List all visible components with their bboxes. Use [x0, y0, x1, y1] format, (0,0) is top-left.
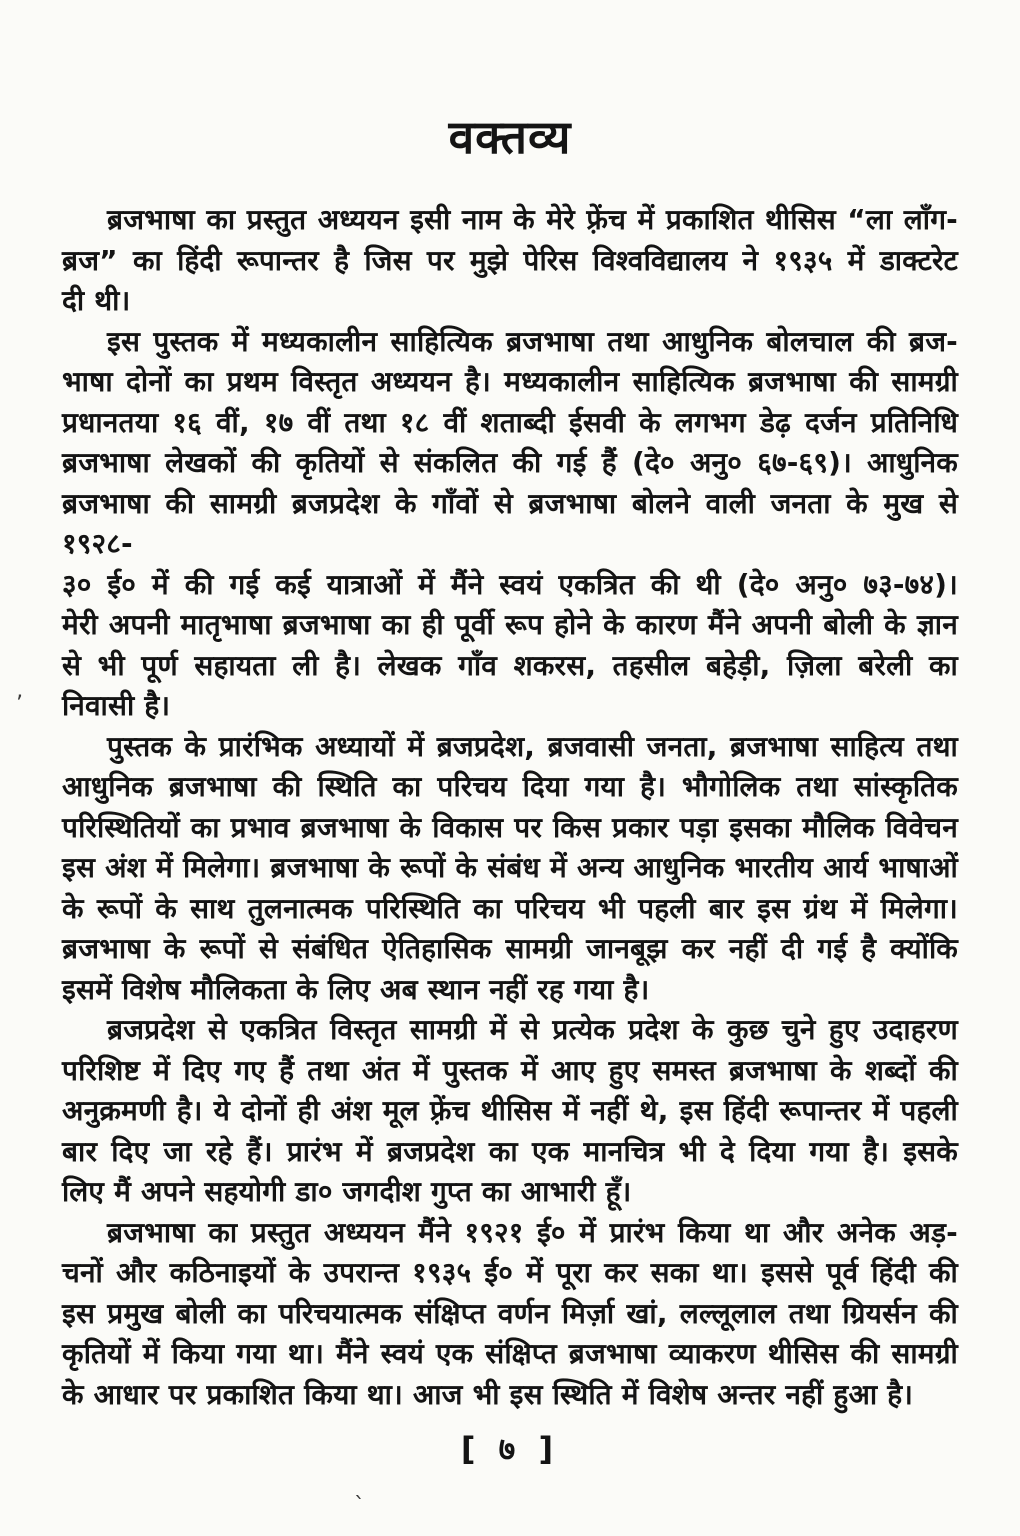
text-line: ब्रजभाषा लेखकों की कृतियों से संकलित की गई हैं (दे० अनु० ६७-६९)। आधुनिक — [62, 446, 958, 479]
text-line: के रूपों के साथ तुलनात्मक परिस्थिति का परिचय भी पहली बार इस ग्रंथ में मिलेगा। — [62, 891, 958, 925]
text-line: इस अंश में मिलेगा। ब्रजभाषा के रूपों के संबंध में अन्य आधुनिक भारतीय आर्य भाषाओं — [62, 851, 958, 884]
text-line: निवासी है। — [62, 689, 171, 722]
text-line: ब्रजप्रदेश से एकत्रित विस्तृत सामग्री में से प्रत्येक प्रदेश के कुछ चुने हुए उदाहरण — [107, 1013, 958, 1046]
text-line: भाषा दोनों का प्रथम विस्तृत अध्ययन है। मध्यकालीन साहित्यिक ब्रजभाषा की सामग्री — [62, 365, 958, 398]
paragraph — [62, 1010, 958, 1213]
scan-artifact-left: ’ — [16, 692, 23, 717]
text-line: चनों और कठिनाइयों के उपरान्त १९३५ ई० में पूरा कर सका था। इससे पूर्व हिंदी की — [62, 1256, 958, 1289]
text-line: दी थी। — [62, 284, 131, 317]
text-line: लिए मैं अपने सहयोगी डा० जगदीश गुप्त का आभारी हूँ। — [62, 1175, 632, 1208]
text-line: ब्रजभाषा का प्रस्तुत अध्ययन मैंने १९२१ ई० में प्रारंभ किया था और अनेक अड़- — [107, 1215, 958, 1249]
text-line: परिशिष्ट में दिए गए हैं तथा अंत में पुस्तक में आए हुए समस्त ब्रजभाषा के शब्दों की — [62, 1053, 958, 1087]
text-line: ब्रजभाषा के रूपों से संबंधित ऐतिहासिक सामग्री जानबूझ कर नहीं दी गई है क्योंकि — [62, 932, 958, 965]
text-line: बार दिए जा रहे हैं। प्रारंभ में ब्रजप्रदेश का एक मानचित्र भी दे दिया गया है। इसके — [62, 1134, 958, 1168]
text-line: पुस्तक के प्रारंभिक अध्यायों में ब्रजप्रदेश, ब्रजवासी जनता, ब्रजभाषा साहित्य तथा — [107, 729, 958, 763]
text-line: ब्रजभाषा का प्रस्तुत अध्ययन इसी नाम के मेरे फ़्रेंच में प्रकाशित थीसिस “ला लाँग- — [107, 203, 958, 236]
paragraph — [62, 200, 958, 322]
text-line: ३० ई० में की गई कई यात्राओं में मैंने स्वयं एकत्रित की थी (दे० अनु० ७३-७४)। — [62, 567, 958, 601]
text-line: आधुनिक ब्रजभाषा की स्थिति का परिचय दिया गया है। भौगोलिक तथा सांस्कृतिक — [62, 770, 958, 803]
text-line: प्रधानतया १६ वीं, १७ वीं तथा १८ वीं शताब्दी ईसवी के लगभग डेढ़ दर्जन प्रतिनिधि — [62, 405, 958, 439]
text-line: इसमें विशेष मौलिकता के लिए अब स्थान नहीं रह गया है। — [62, 972, 650, 1006]
paragraph — [62, 727, 958, 1011]
text-line: कृतियों में किया गया था। मैंने स्वयं एक संक्षिप्त ब्रजभाषा व्याकरण थीसिस की सामग्री — [62, 1337, 958, 1370]
text-line: इस पुस्तक में मध्यकालीन साहित्यिक ब्रजभाषा तथा आधुनिक बोलचाल की ब्रज- — [107, 324, 958, 358]
text-line: ब्रजभाषा की सामग्री ब्रजप्रदेश के गाँवों से ब्रजभाषा बोलने वाली जनता के मुख से १९२८- — [62, 486, 958, 560]
paragraph — [62, 1213, 958, 1416]
text-line: से भी पूर्ण सहायता ली है। लेखक गाँव शकरस, तहसील बहेड़ी, ज़िला बरेली का — [62, 648, 958, 682]
text-line: मेरी अपनी मातृभाषा ब्रजभाषा का ही पूर्वी रूप होने के कारण मैंने अपनी बोली के ज्ञान — [62, 608, 958, 641]
page-title: वक्तव्य — [448, 110, 572, 164]
body-text — [0, 200, 1020, 1415]
text-line: परिस्थितियों का प्रभाव ब्रजभाषा के विकास पर किस प्रकार पड़ा इसका मौलिक विवेचन — [62, 810, 958, 844]
paragraph — [62, 322, 958, 727]
text-line: इस प्रमुख बोली का परिचयात्मक संक्षिप्त वर्णन मिर्ज़ा खां, लल्लूलाल तथा ग्रियर्सन की — [62, 1296, 958, 1330]
text-line: अनुक्रमणी है। ये दोनों ही अंश मूल फ़्रेंच थीसिस में नहीं थे, इस हिंदी रूपान्तर में पहली — [62, 1094, 958, 1127]
text-line: ब्रज” का हिंदी रूपान्तर है जिस पर मुझे पेरिस विश्वविद्यालय ने १९३५ में डाक्टरेट — [62, 243, 958, 277]
page-number: [ ७ ] — [460, 1430, 560, 1468]
text-line: के आधार पर प्रकाशित किया था। आज भी इस स्थिति में विशेष अन्तर नहीं हुआ है। — [62, 1377, 914, 1411]
scan-artifact-bottom: ` — [354, 1494, 365, 1519]
